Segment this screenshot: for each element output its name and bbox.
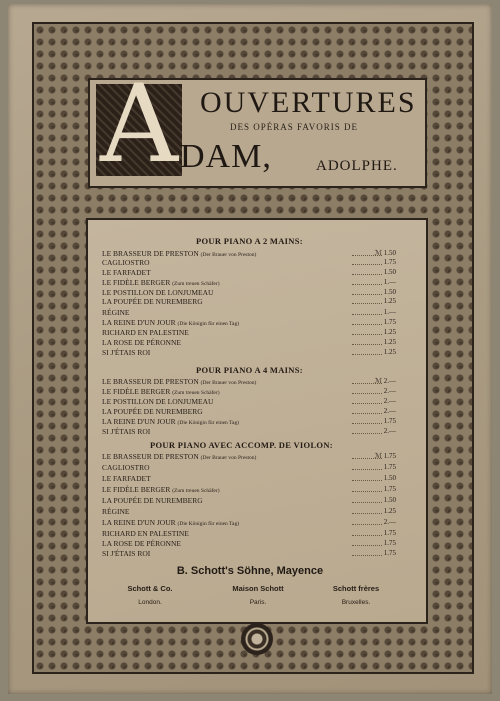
list-item: LA ROSE DE PÉRONNE 1.75: [102, 539, 396, 548]
list-item: LE BRASSEUR DE PRESTON (Der Brauer von Preston) ℳ 1.50: [102, 249, 396, 258]
list-item: SI J'ÉTAIS ROI 1.25: [102, 348, 396, 357]
list-item: RICHARD EN PALESTINE 1.25: [102, 328, 396, 337]
list-item: RÉGINE 1.—: [102, 308, 396, 317]
list-item: LA POUPÉE DE NUREMBERG 1.50: [102, 496, 396, 505]
list-item: LA REINE D'UN JOUR (Die Königin für einen Tag) 1.75: [102, 417, 396, 426]
list-item: SI J'ÉTAIS ROI 1.75: [102, 549, 396, 558]
composer-firstname: ADOLPHE.: [316, 158, 398, 174]
list-item: LE FIDÈLE BERGER (Zum treuen Schäfer) 1.75: [102, 485, 396, 494]
branch-paris: Maison Schott Paris.: [232, 584, 284, 606]
branch-london: Schott & Co. London.: [127, 584, 173, 606]
list-item: LE BRASSEUR DE PRESTON (Der Brauer von Preston) ℳ 1.75: [102, 452, 396, 461]
publisher-name: B. Schott's Söhne, Mayence: [176, 565, 324, 577]
list-item: RÉGINE 1.25: [102, 507, 396, 516]
section-heading-violin: POUR PIANO AVEC ACCOMP. DE VIOLON:: [150, 440, 333, 450]
list-item: LE POSTILLON DE LONJUMEAU 1.50: [102, 288, 396, 297]
publisher-seal-icon: [241, 623, 273, 655]
branch-brussels: Schott frères Bruxelles.: [332, 584, 380, 606]
subtitle: DES OPÉRAS FAVORIS DE: [230, 122, 358, 132]
list-item: LE FIDÈLE BERGER (Zum treuen Schäfer) 2.—: [102, 387, 396, 396]
section-heading-4-hands: POUR PIANO A 4 MAINS:: [196, 365, 303, 375]
list-item: LA POUPÉE DE NUREMBERG 1.25: [102, 297, 396, 306]
list-item: LE FARFADET 1.50: [102, 474, 396, 483]
list-item: LE FARFADET 1.50: [102, 268, 396, 277]
list-item: CAGLIOSTRO 1.75: [102, 463, 396, 472]
list-item: LA REINE D'UN JOUR (Die Königin für einen Tag) 1.75: [102, 318, 396, 327]
decorated-initial: A: [100, 62, 178, 187]
list-item: CAGLIOSTRO 1.75: [102, 258, 396, 267]
list-item: RICHARD EN PALESTINE 1.75: [102, 529, 396, 538]
list-item: LA ROSE DE PÉRONNE 1.25: [102, 338, 396, 347]
list-item: LE FIDÈLE BERGER (Zum treuen Schäfer) 1.—: [102, 278, 396, 287]
list-item: LE BRASSEUR DE PRESTON (Der Brauer von Preston) ℳ 2.—: [102, 377, 396, 386]
title: OUVERTURES: [200, 86, 417, 119]
list-item: SI J'ÉTAIS ROI 2.—: [102, 427, 396, 436]
list-item: LE POSTILLON DE LONJUMEAU 2.—: [102, 397, 396, 406]
list-item: LA POUPÉE DE NUREMBERG 2.—: [102, 407, 396, 416]
composer-surname: DAM,: [180, 138, 272, 175]
section-heading-2-hands: POUR PIANO A 2 MAINS:: [196, 236, 303, 246]
list-item: LA REINE D'UN JOUR (Die Königin für einen Tag) 2.—: [102, 518, 396, 527]
